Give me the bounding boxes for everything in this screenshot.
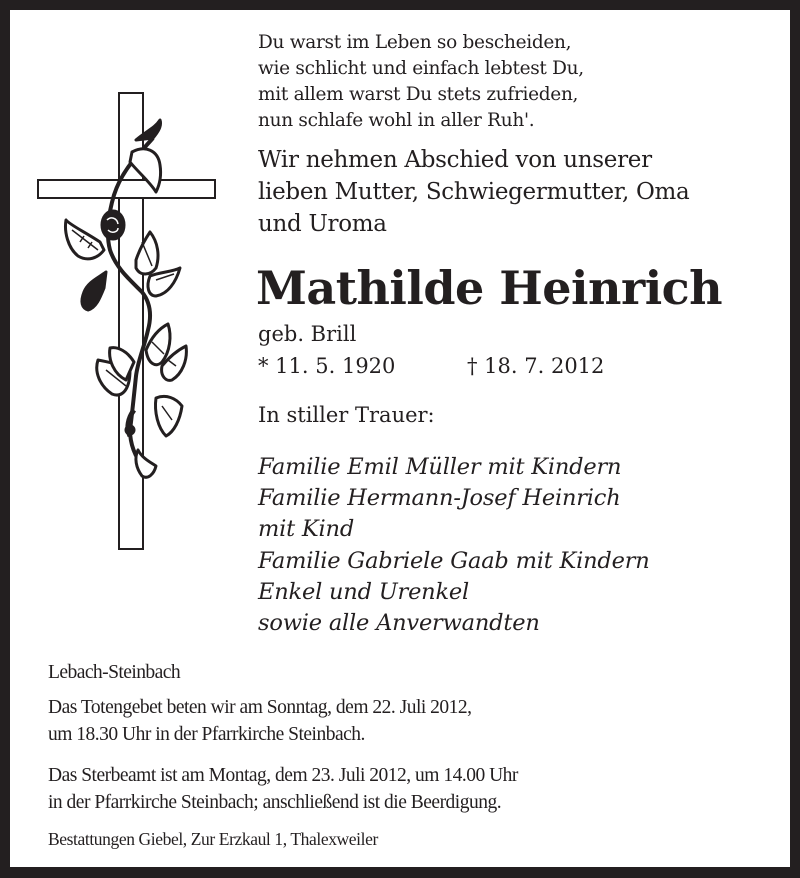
undertaker-info: Bestattungen Giebel, Zur Erzkaul 1, Thalexweiler — [48, 829, 378, 849]
mourner-line: mit Kind — [258, 516, 355, 543]
poem-line: wie schlicht und einfach lebtest Du, — [258, 58, 584, 79]
prayer-line: um 18.30 Uhr in der Pfarrkirche Steinbach. — [48, 724, 365, 745]
requiem-line: in der Pfarrkirche Steinbach; anschließend ist die Beerdigung. — [48, 792, 502, 813]
birth-date: * 11. 5. 1920 — [258, 354, 396, 378]
mourner-line: Enkel und Urenkel — [258, 578, 470, 605]
cross-with-rose-icon — [30, 85, 230, 575]
life-dates — [258, 352, 605, 380]
deceased-name: Mathilde Heinrich — [256, 261, 723, 315]
intro-line: und Uroma — [258, 211, 387, 237]
poem-line: Du warst im Leben so bescheiden, — [258, 32, 572, 53]
mourner-line: Familie Gabriele Gaab mit Kindern — [258, 547, 650, 574]
poem — [258, 30, 584, 134]
poem-line: mit allem warst Du stets zufrieden, — [258, 84, 579, 105]
obituary-card — [10, 10, 790, 867]
mourner-line: Familie Emil Müller mit Kindern — [258, 454, 622, 480]
farewell-intro — [258, 144, 689, 240]
prayer-notice — [48, 694, 472, 748]
mourner-line: Familie Hermann-Josef Heinrich — [258, 485, 621, 512]
requiem-notice — [48, 762, 518, 816]
mourners-label: In stiller Trauer: — [258, 403, 435, 427]
requiem-line: Das Sterbeamt ist am Montag, dem 23. Juli 2012, um 14.00 Uhr — [48, 765, 518, 786]
poem-line: nun schlafe wohl in aller Ruh'. — [258, 110, 535, 131]
intro-line: lieben Mutter, Schwiegermutter, Oma — [258, 179, 690, 205]
intro-line: Wir nehmen Abschied von unserer — [258, 147, 652, 173]
death-date: † 18. 7. 2012 — [467, 354, 605, 378]
location: Lebach-Steinbach — [48, 661, 181, 683]
maiden-name: geb. Brill — [258, 322, 357, 346]
mourners-list — [258, 452, 650, 639]
mourner-line: sowie alle Anverwandten — [258, 610, 540, 637]
prayer-line: Das Totengebet beten wir am Sonntag, dem 22. Juli 2012, — [48, 697, 472, 718]
